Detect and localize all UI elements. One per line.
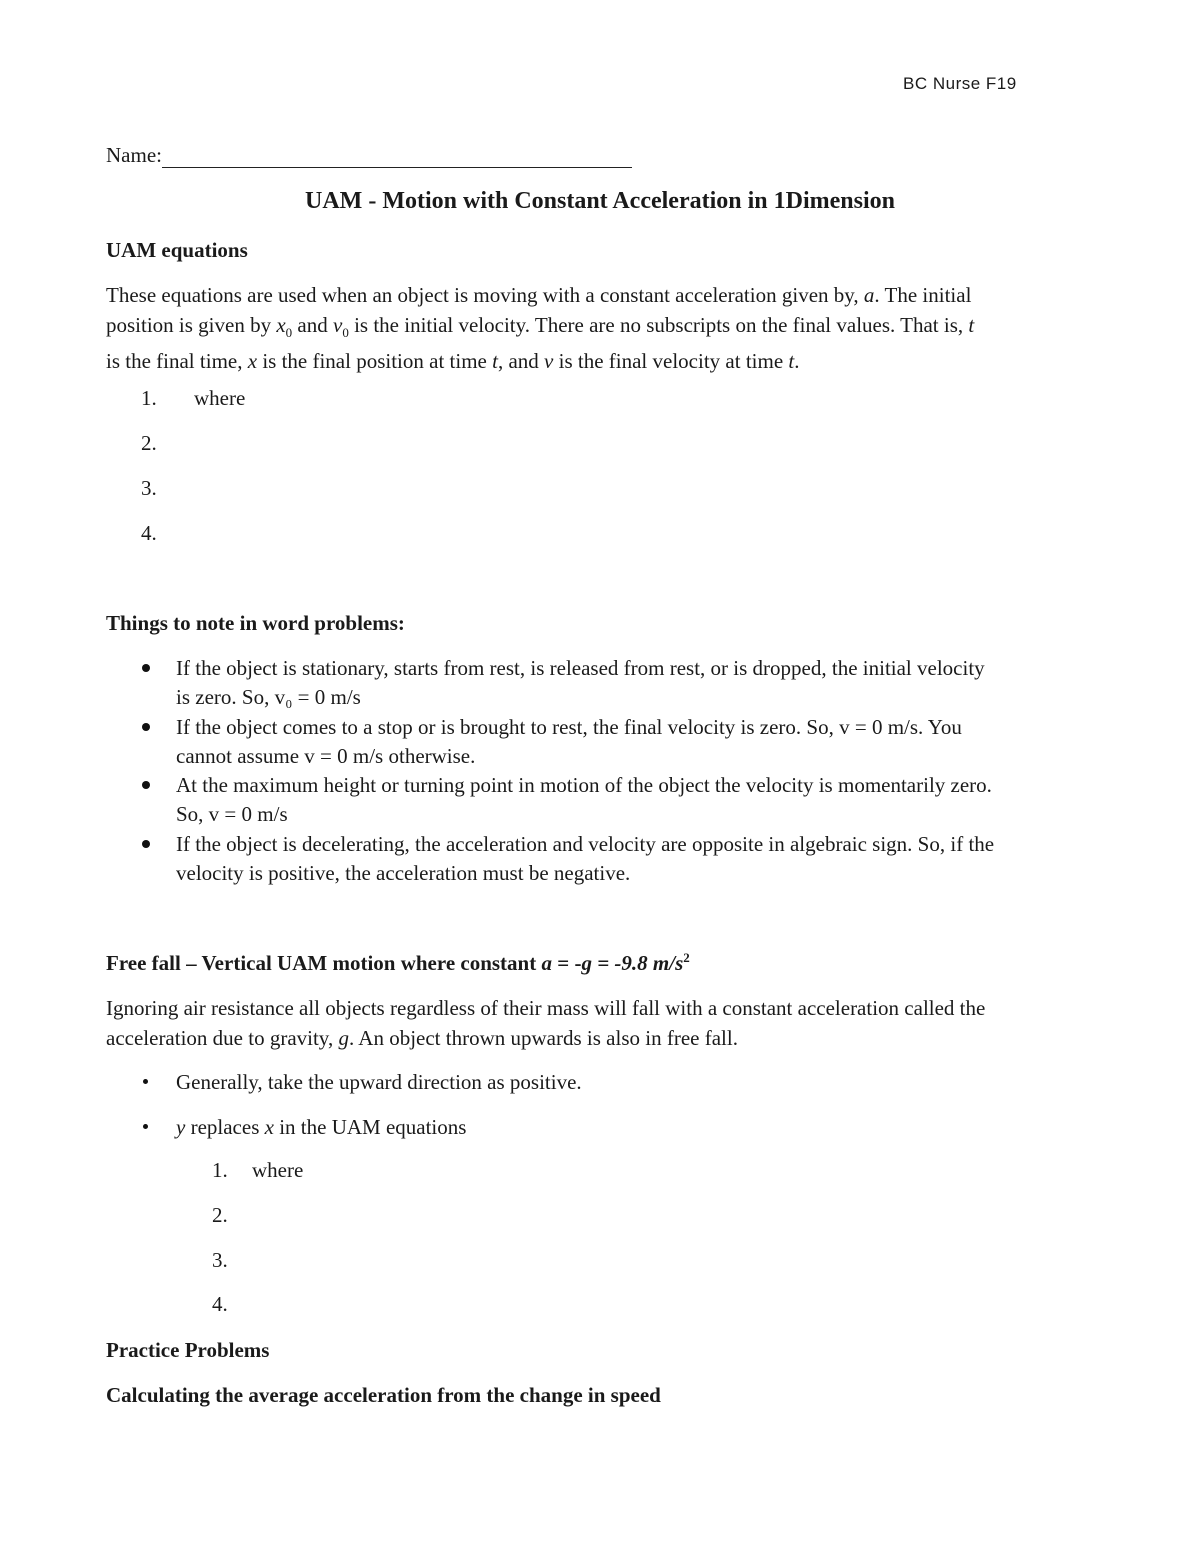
- intro-line-2: position is given by $x_0$ and $v_0$ is the initial velocity. There are no subscripts on the final values. That is, t: [106, 312, 975, 340]
- word-problems-heading: Things to note in word problems:: [106, 611, 405, 635]
- bullet-icon: [142, 781, 150, 789]
- list-item: If the object comes to a stop or is brought to rest, the final velocity is zero. So, v = 0 m/s. You cannot assume v = 0 m/s otherwise.: [106, 713, 1106, 771]
- uam-equation-1: 1. where: [141, 386, 246, 410]
- bullet-icon: [142, 840, 150, 848]
- bullet-icon: [142, 723, 150, 731]
- free-fall-paragraph: Ignoring air resistance all objects regardless of their mass will fall with a constant acceleration called the acceleration due to gravity, g. An object thrown upwards is also in free fall.: [106, 996, 986, 1050]
- list-item: Generally, take the upward direction as positive.: [106, 1068, 1106, 1098]
- uam-equation-3: 3.: [141, 476, 157, 500]
- free-fall-equation-3: 3.: [212, 1248, 228, 1272]
- list-item: y replaces x in the UAM equations: [106, 1113, 1106, 1143]
- course-header: BC Nurse F19: [903, 74, 1017, 93]
- free-fall-equation-2: 2.: [212, 1203, 228, 1227]
- list-item: At the maximum height or turning point in motion of the object the velocity is momentarily zero. So, v = 0 m/s: [106, 771, 1106, 829]
- free-fall-equation-1: 1. where: [212, 1158, 304, 1182]
- free-fall-heading: Free fall – Vertical UAM motion where constant a = -g = -9.8 $m/s^2$: [106, 950, 690, 975]
- list-item: If the object is decelerating, the acceleration and velocity are opposite in algebraic sign. So, if the velocity is positive, the acceleration must be negative.: [106, 830, 1106, 888]
- uam-equations-heading: UAM equations: [106, 238, 248, 262]
- name-field: [106, 143, 632, 168]
- uam-intro-paragraph: [106, 281, 1106, 377]
- bullet-icon: [143, 1079, 148, 1084]
- practice-problems-heading: Practice Problems: [106, 1338, 270, 1362]
- practice-subheading: Calculating the average acceleration from the change in speed: [106, 1383, 661, 1407]
- page-title: UAM - Motion with Constant Acceleration in 1Dimension: [305, 188, 895, 214]
- free-fall-equation-4: 4.: [212, 1292, 228, 1316]
- bullet-icon: [142, 664, 150, 672]
- uam-equation-2: 2.: [141, 431, 157, 455]
- name-blank-line: [162, 145, 632, 168]
- list-item: If the object is stationary, starts from rest, is released from rest, or is dropped, the initial velocity is zero. So, v₀ = 0 m/s: [106, 654, 1106, 712]
- uam-equation-4: 4.: [141, 521, 157, 545]
- intro-line-1: These equations are used when an object is moving with a constant acceleration given by, a. The initial: [106, 283, 972, 307]
- name-label: Name:: [106, 143, 162, 167]
- bullet-icon: [143, 1124, 148, 1129]
- intro-line-3: is the final time, x is the final position at time t, and v is the final velocity at time t.: [106, 349, 800, 374]
